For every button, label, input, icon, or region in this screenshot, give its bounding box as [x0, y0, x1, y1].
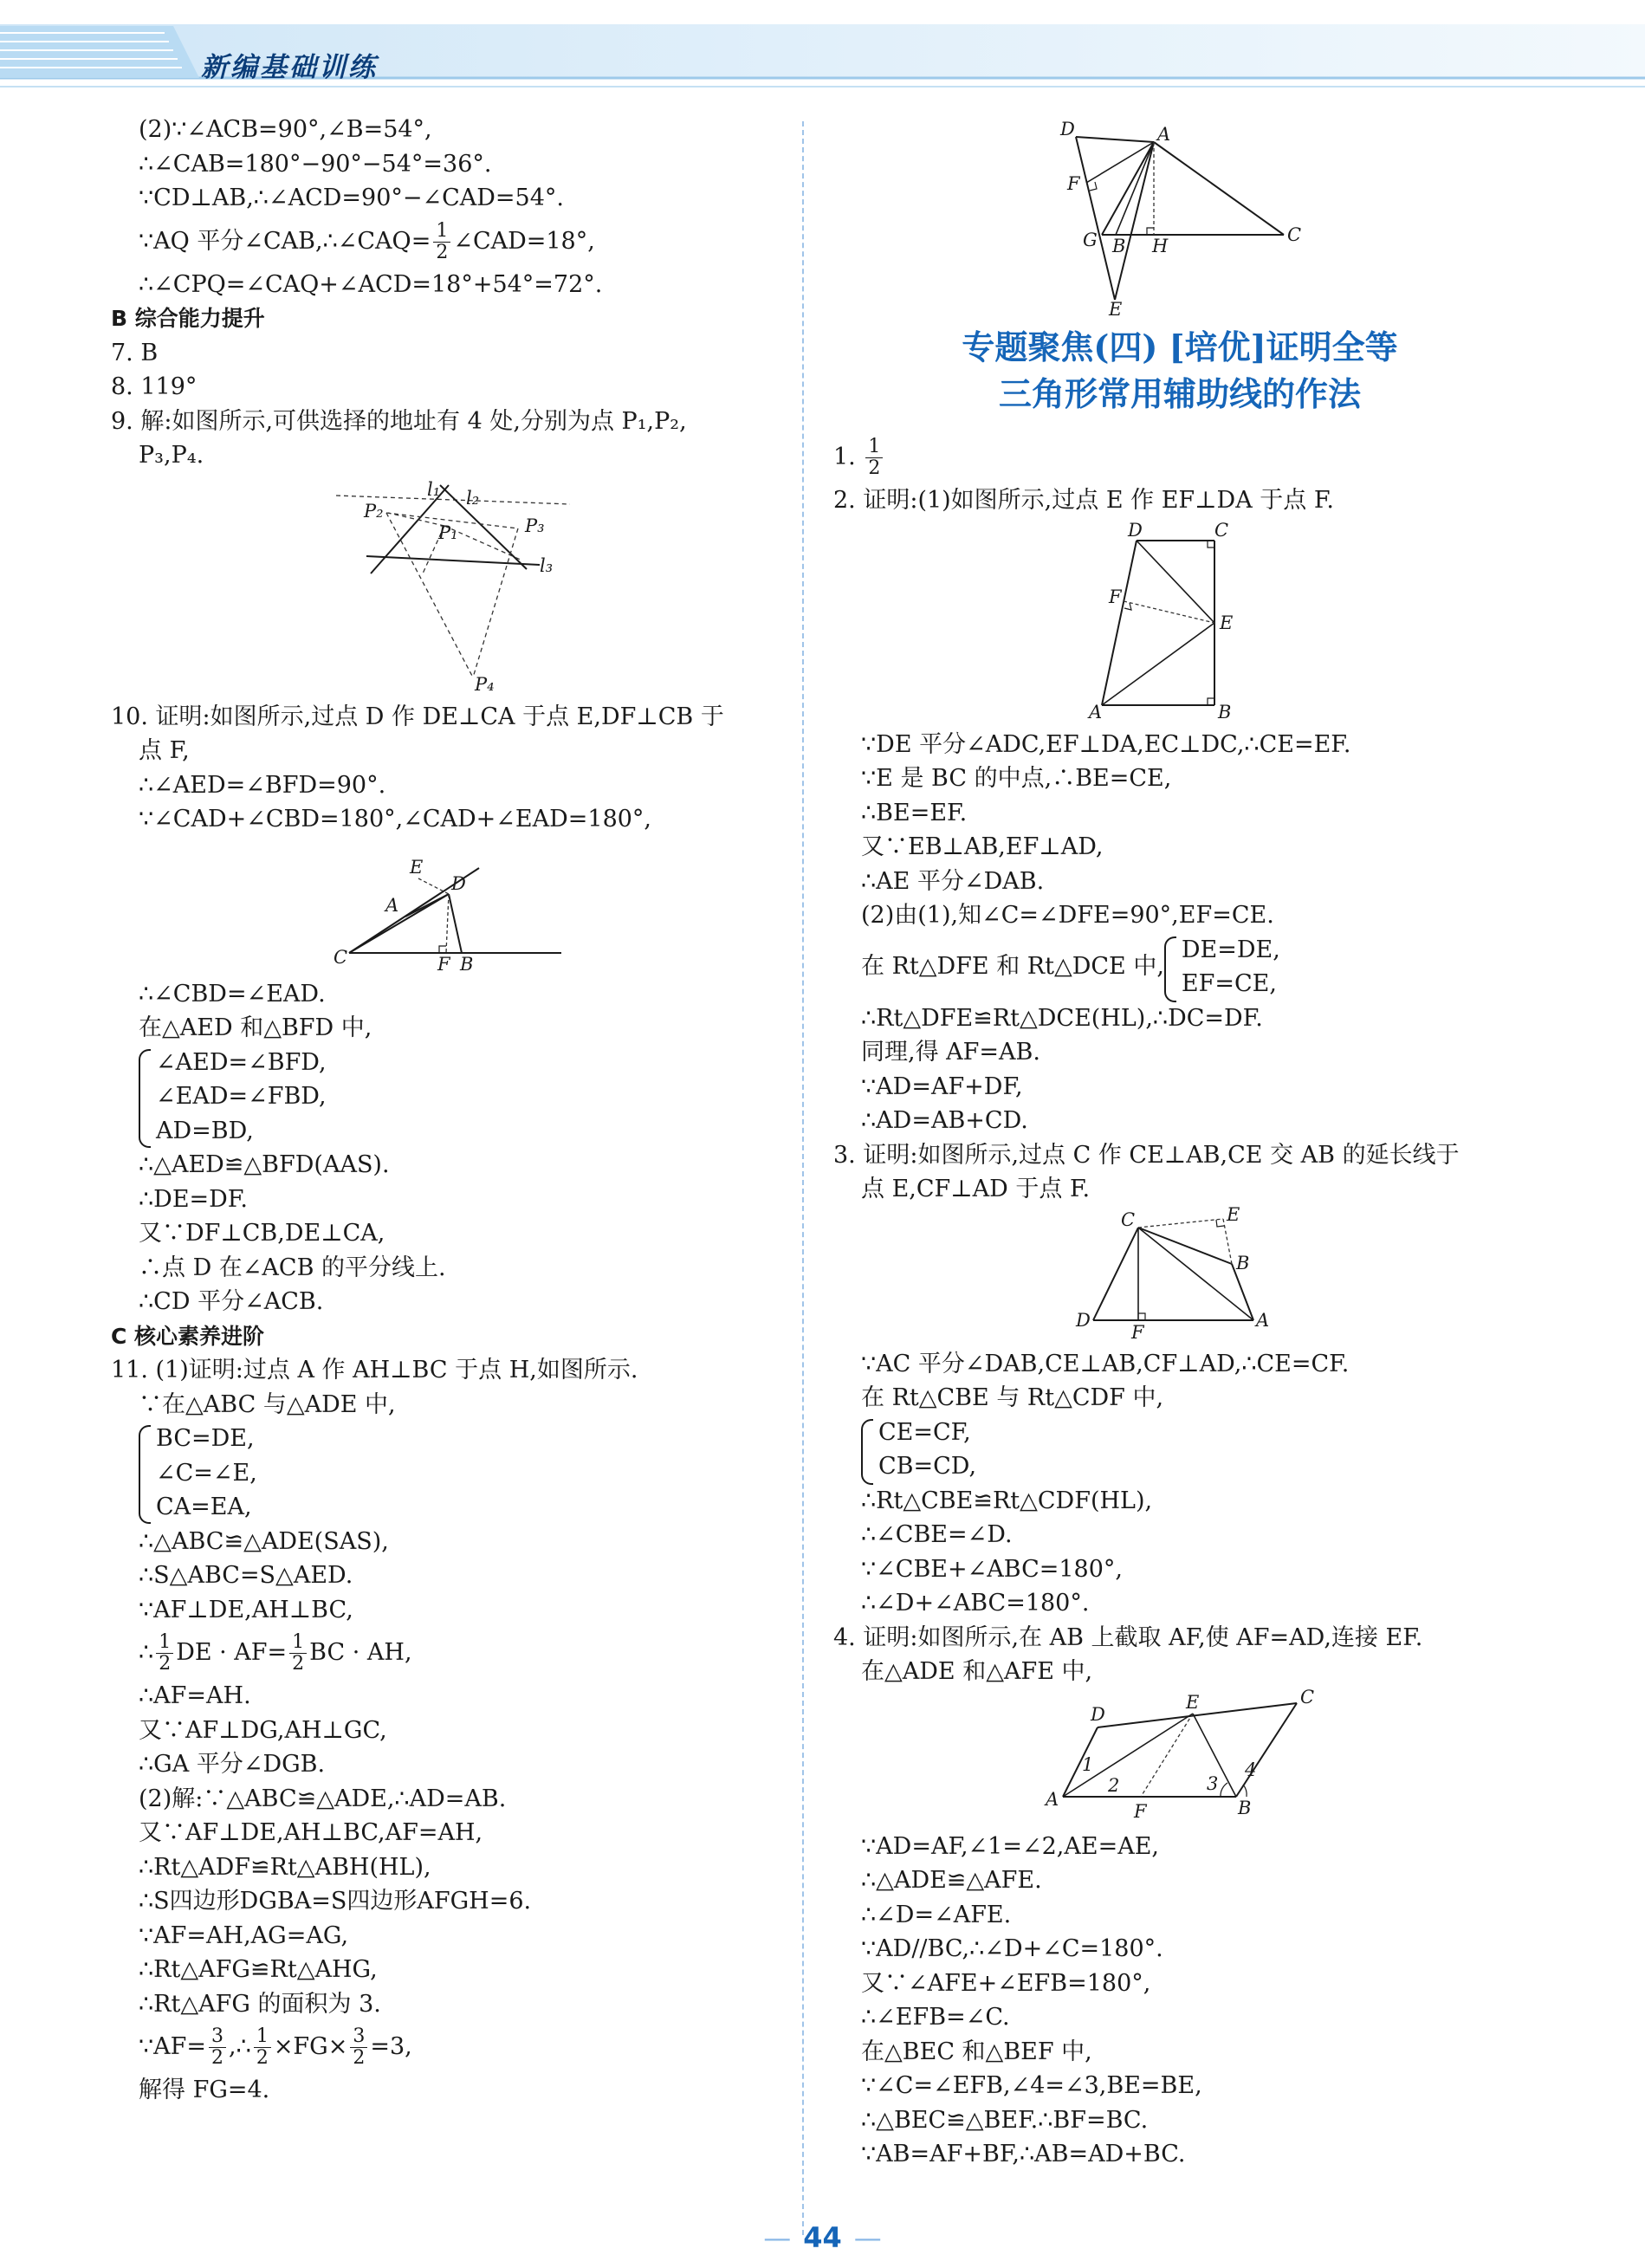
label-f: F: [1134, 1800, 1147, 1822]
label-angle-4: 4: [1245, 1759, 1257, 1780]
numerator: 1: [433, 221, 450, 243]
text-line: ∵AF=AH,AG=AG,: [139, 1921, 349, 1949]
text-line: (2)由(1),知∠C=∠DFE=90°,EF=CE.: [861, 902, 1274, 929]
header-title: 新编基础训练: [201, 52, 378, 83]
text-line: CB=CD,: [878, 1453, 977, 1480]
label-angle-2: 2: [1108, 1774, 1120, 1796]
fraction: [156, 1632, 173, 1675]
label-p3: P₃: [525, 515, 545, 536]
label-l2: l₂: [466, 487, 480, 509]
label-a: A: [1089, 701, 1103, 723]
text-line: [111, 2021, 795, 2073]
text-line: ∴∠CAB=180°−90°−54°=36°.: [139, 150, 492, 178]
denominator: 2: [292, 1653, 305, 1675]
fraction: [289, 1632, 307, 1675]
brace-system: [833, 1416, 1526, 1484]
text-line: 又∵AF⊥DE,AH⊥BC,AF=AH,: [139, 1819, 483, 1846]
label-d: D: [1060, 119, 1075, 139]
label-angle-1: 1: [1082, 1753, 1094, 1775]
label-d: D: [451, 872, 466, 894]
text-line: ∵∠CBE+∠ABC=180°,: [861, 1555, 1123, 1583]
label-e: E: [1109, 299, 1123, 320]
text-line: ∵在△ABC 与△ADE 中,: [139, 1390, 396, 1418]
numerator: 3: [350, 2026, 367, 2048]
text-run: BC · AH,: [309, 1639, 412, 1666]
text-line: DE=DE,: [1181, 936, 1280, 963]
text-line: ∴∠EFB=∠C.: [861, 2004, 1010, 2031]
label-e: E: [1220, 612, 1234, 633]
label-f: F: [1131, 1321, 1144, 1343]
label-c: C: [1214, 519, 1229, 541]
topic-title-line: 三角形常用辅助线的作法: [998, 374, 1361, 413]
text-run: DE · AF=: [176, 1639, 288, 1666]
numerator: 1: [289, 1632, 307, 1654]
text-line: ∵AD=AF+DF,: [861, 1072, 1023, 1100]
text-line: 同理,得 AF=AB.: [861, 1039, 1040, 1066]
text-line: ∴∠CBD=∠EAD.: [139, 980, 326, 1008]
text-line: P₃,P₄.: [139, 442, 204, 469]
label-b: B: [1112, 236, 1126, 256]
left-column: [111, 113, 795, 2108]
text-line: 又∵DF⊥CB,DE⊥CA,: [139, 1220, 385, 1247]
text-line: ∵E 是 BC 的中点,∴BE=CE,: [861, 765, 1172, 792]
text-run: ∴: [139, 1639, 154, 1666]
text-line: ∠EAD=∠FBD,: [156, 1083, 327, 1110]
label-angle-3: 3: [1207, 1772, 1219, 1794]
label-c: C: [334, 946, 348, 968]
right-column: [833, 95, 1526, 2172]
text-line: BC=DE,: [156, 1425, 255, 1452]
text-line: ∴△ADE≌△AFE.: [861, 1867, 1042, 1894]
text-line: ∴△BEC≌△BEF.∴BF=BC.: [861, 2106, 1149, 2134]
text-line: 解得 FG=4.: [139, 2077, 270, 2103]
brace-system: [833, 933, 1526, 1001]
text-line: (2)解:∵△ABC≌△ADE,∴AD=AB.: [139, 1785, 507, 1812]
text-line: ∴∠D=∠AFE.: [861, 1901, 1012, 1928]
fraction: [865, 437, 883, 479]
text-line: ∴∠CBE=∠D.: [861, 1521, 1013, 1548]
label-c: C: [1287, 224, 1302, 245]
brace-group: [139, 1422, 795, 1525]
label-p4: P₄: [475, 673, 495, 695]
text-line: 点 F,: [139, 737, 190, 764]
text-line: [111, 216, 795, 268]
text-line: ∴AF=AH.: [139, 1682, 251, 1709]
text-line: ∴GA 平分∠DGB.: [139, 1751, 326, 1778]
text-run: 1.: [833, 444, 856, 470]
text-line: ∠AED=∠BFD,: [156, 1048, 327, 1076]
label-b: B: [1236, 1252, 1250, 1273]
label-f: F: [437, 953, 450, 975]
text-line: ∴Rt△ADF≌Rt△ABH(HL),: [139, 1853, 431, 1881]
text-run: ∵AQ 平分∠CAB,∴∠CAQ=: [139, 227, 431, 255]
column-divider: [802, 121, 804, 2235]
text-run: ∠CAD=18°,: [453, 227, 595, 255]
label-p1: P₁: [438, 522, 458, 543]
denominator: 2: [436, 241, 449, 263]
text-line: ∴点 D 在∠ACB 的平分线上.: [139, 1254, 446, 1281]
section-heading: C 核心素养进阶: [111, 1323, 265, 1349]
figure-q11: [1041, 100, 1318, 320]
page-header: [0, 0, 1645, 104]
fraction: [350, 2026, 367, 2069]
label-d: D: [1076, 1309, 1091, 1331]
label-c: C: [1300, 1686, 1315, 1707]
label-g: G: [1083, 230, 1098, 250]
decoration-dash: —: [763, 2221, 792, 2254]
label-d: D: [1128, 519, 1143, 541]
brace-mark: [861, 1419, 873, 1485]
label-f: F: [1067, 173, 1080, 194]
text-run: ∵AF=: [139, 2033, 207, 2060]
label-b: B: [460, 953, 474, 975]
text-line: 在△ADE 和△AFE 中,: [861, 1658, 1093, 1685]
label-e: E: [410, 856, 424, 878]
text-line: ∵AB=AF+BF,∴AB=AD+BC.: [861, 2141, 1186, 2168]
denominator: 2: [256, 2047, 269, 2069]
answer-line: 8. 119°: [111, 373, 198, 400]
text-line: 11. (1)证明:过点 A 作 AH⊥BC 于点 H,如图所示.: [111, 1357, 638, 1383]
section-heading: B 综合能力提升: [111, 306, 265, 331]
text-line: ∵∠CAD+∠CBD=180°,∠CAD+∠EAD=180°,: [139, 806, 652, 833]
text-line: CE=CF,: [878, 1418, 971, 1446]
numerator: 3: [209, 2026, 226, 2048]
text-line: ∴∠D+∠ABC=180°.: [861, 1590, 1090, 1617]
text-line: ∴∠AED=∠BFD=90°.: [139, 771, 386, 799]
label-c: C: [1121, 1209, 1136, 1230]
text-run: ,∴: [229, 2033, 251, 2060]
text-line: ∵∠C=∠EFB,∠4=∠3,BE=BE,: [861, 2072, 1202, 2099]
text-line: AD=BD,: [156, 1117, 254, 1144]
topic-title-line: 专题聚焦(四) [培优]证明全等: [962, 327, 1398, 366]
label-a: A: [1046, 1788, 1059, 1810]
text-line: ∵AD=AF,∠1=∠2,AE=AE,: [861, 1832, 1159, 1860]
text-line: (2)∵∠ACB=90°,∠B=54°,: [139, 116, 432, 143]
denominator: 2: [211, 2047, 224, 2069]
text-line: ∴S△ABC=S△AED.: [139, 1562, 353, 1589]
label-e: E: [1186, 1691, 1200, 1713]
denominator: 2: [159, 1653, 172, 1675]
text-line: ∴CD 平分∠ACB.: [139, 1288, 324, 1315]
brace-group: [139, 1046, 795, 1149]
text-line: ∴∠CPQ=∠CAQ+∠ACD=18°+54°=72°.: [139, 270, 603, 298]
fraction: [433, 221, 450, 263]
label-b: B: [1238, 1797, 1252, 1818]
text-line: ∵DE 平分∠ADC,EF⊥DA,EC⊥DC,∴CE=EF.: [861, 730, 1351, 758]
brace-system: [111, 1422, 795, 1525]
text-line: ∴Rt△AFG 的面积为 3.: [139, 1990, 381, 2018]
numerator: 1: [865, 437, 883, 458]
label-d: D: [1091, 1703, 1105, 1725]
text-line: ∠C=∠E,: [156, 1459, 257, 1487]
text-run: 在 Rt△DFE 和 Rt△DCE 中,: [861, 953, 1164, 981]
text-line: 9. 解:如图所示,可供选择的地址有 4 处,分别为点 P₁,P₂,: [111, 407, 687, 435]
text-line: ∵AD//BC,∴∠D+∠C=180°.: [861, 1935, 1163, 1962]
text-run: ×FG×: [273, 2033, 348, 2060]
text-line: EF=CE,: [1181, 970, 1277, 997]
text-line: ∴DE=DF.: [139, 1185, 248, 1213]
label-a: A: [1157, 124, 1171, 145]
page-number: [0, 2221, 1645, 2254]
page-number-value: 44: [803, 2221, 842, 2254]
text-line: 又∵AF⊥DG,AH⊥GC,: [139, 1716, 387, 1744]
text-line: ∴Rt△AFG≌Rt△AHG,: [139, 1956, 378, 1983]
numerator: 1: [156, 1632, 173, 1654]
answer-line: [833, 431, 1526, 483]
label-a: A: [1256, 1309, 1270, 1331]
brace-mark: [139, 1425, 151, 1524]
figure-a4: [1037, 1686, 1323, 1824]
text-line: ∴AE 平分∠DAB.: [861, 867, 1045, 895]
text-line: 在 Rt△CBE 与 Rt△CDF 中,: [861, 1384, 1164, 1411]
text-line: 4. 证明:如图所示,在 AB 上截取 AF,使 AF=AD,连接 EF.: [833, 1623, 1423, 1651]
text-line: ∴△AED≌△BFD(AAS).: [139, 1151, 390, 1178]
fraction: [254, 2026, 271, 2069]
label-h: H: [1152, 236, 1169, 256]
decoration-dash: —: [853, 2221, 882, 2254]
text-line: 10. 证明:如图所示,过点 D 作 DE⊥CA 于点 E,DF⊥CB 于: [111, 703, 724, 730]
topic-title: [833, 324, 1526, 418]
denominator: 2: [353, 2047, 366, 2069]
brace-group: [861, 1416, 1526, 1484]
brace-system: [111, 1046, 795, 1149]
text-line: 在△BEC 和△BEF 中,: [861, 2038, 1092, 2065]
text-line: ∴BE=EF.: [861, 799, 968, 826]
text-line: 2. 证明:(1)如图所示,过点 E 作 EF⊥DA 于点 F.: [833, 487, 1334, 514]
fraction: [209, 2026, 226, 2069]
text-line: ∴△ABC≌△ADE(SAS),: [139, 1527, 389, 1555]
text-line: 在△AED 和△BFD 中,: [139, 1014, 372, 1041]
text-line: ∵AF⊥DE,AH⊥BC,: [139, 1596, 353, 1623]
brace-group: [1164, 933, 1280, 1001]
figure-a3: [1067, 1203, 1292, 1343]
label-e: E: [1227, 1203, 1240, 1225]
brace-mark: [1164, 936, 1176, 1002]
text-line: ∴S四边形DGBA=S四边形AFGH=6.: [139, 1888, 532, 1915]
label-f: F: [1109, 586, 1122, 607]
numerator: 1: [254, 2026, 271, 2048]
figure-q9: [310, 478, 596, 695]
label-l1: l₁: [427, 478, 441, 500]
text-line: [111, 1627, 795, 1679]
brace-mark: [139, 1049, 151, 1148]
figure-a2: [1085, 519, 1275, 723]
text-line: 点 E,CF⊥AD 于点 F.: [861, 1176, 1091, 1202]
label-a: A: [385, 894, 399, 916]
figure-q10: [332, 842, 574, 975]
label-l3: l₃: [540, 554, 554, 576]
text-run: =3,: [370, 2033, 412, 2060]
text-line: ∴AD=AB+CD.: [861, 1107, 1028, 1134]
answer-line: 7. B: [111, 339, 159, 366]
label-b: B: [1218, 701, 1232, 723]
text-line: 又∵EB⊥AB,EF⊥AD,: [861, 833, 1104, 860]
text-line: ∴Rt△DFE≌Rt△DCE(HL),∴DC=DF.: [861, 1004, 1263, 1032]
text-line: CA=EA,: [156, 1494, 252, 1520]
text-line: ∵CD⊥AB,∴∠ACD=90°−∠CAD=54°.: [139, 185, 564, 211]
text-line: ∴Rt△CBE≌Rt△CDF(HL),: [861, 1487, 1153, 1514]
denominator: 2: [868, 457, 881, 479]
text-line: ∵AC 平分∠DAB,CE⊥AB,CF⊥AD,∴CE=CF.: [861, 1350, 1350, 1377]
label-p2: P₂: [364, 500, 384, 522]
text-line: 又∵∠AFE+∠EFB=180°,: [861, 1969, 1151, 1997]
text-line: 3. 证明:如图所示,过点 C 作 CE⊥AB,CE 交 AB 的延长线于: [833, 1141, 1460, 1169]
